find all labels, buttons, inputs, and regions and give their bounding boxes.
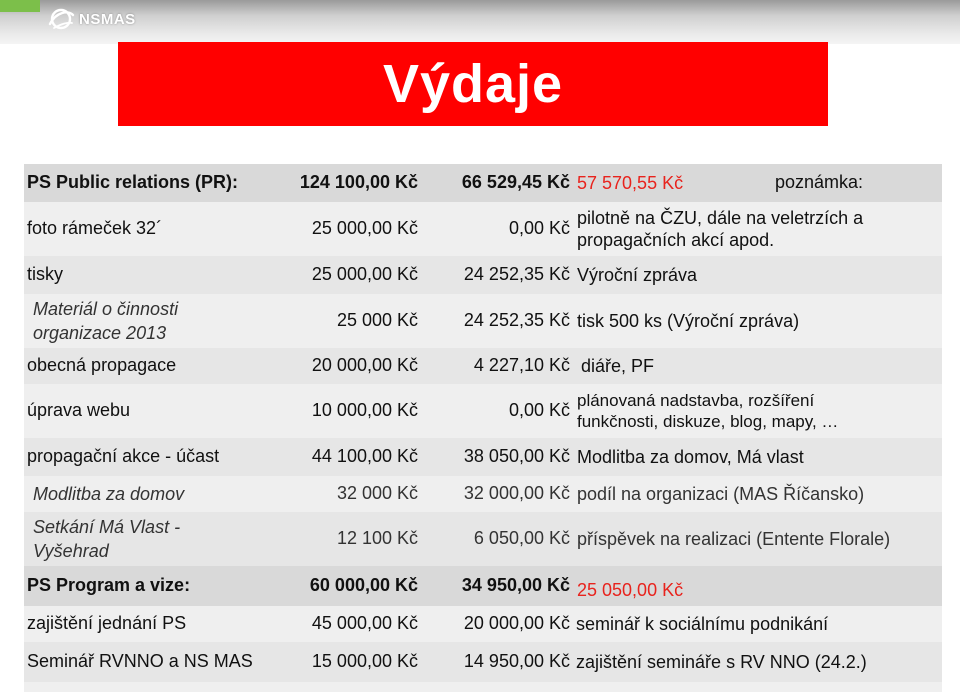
row-note: seminář k sociálnímu podnikání [576,613,829,634]
row-spent: 38 050,00 Kč [463,446,570,467]
row-budget: 25 000,00 Kč [311,218,418,239]
table-row [24,202,942,256]
row-budget: 60 000,00 Kč [309,575,418,596]
table-row-section-pr [24,164,942,202]
title-banner [118,42,828,126]
table-row [24,476,942,512]
row-label: propagační akce - účast [27,446,220,467]
row-budget: 12 100 Kč [336,528,418,549]
row-spent: 4 227,10 Kč [473,355,570,376]
row-label: Modlitba za domov [33,483,185,504]
row-spent: 14 950,00 Kč [463,651,570,672]
row-budget: 124 100,00 Kč [299,172,418,193]
row-spent: 32 000,00 Kč [463,483,570,504]
row-remaining: 25 050,00 Kč [577,579,684,600]
table-row [24,606,942,642]
row-budget: 32 000 Kč [336,483,418,504]
row-budget: 44 100,00 Kč [311,446,418,467]
top-header-bar [0,0,960,44]
table-row [24,438,942,476]
table-row [24,256,942,294]
table-row [24,348,942,384]
row-label: tisky [27,264,63,285]
table-row [24,642,942,682]
slide-title: Výdaje [382,54,564,114]
brand-logo [46,4,136,34]
row-label: foto rámeček 32´ [27,218,163,239]
row-budget: 25 000 Kč [336,310,418,331]
row-budget: 15 000,00 Kč [311,651,418,672]
note-column-header: poznámka: [775,172,864,193]
row-label: obecná propagace [27,355,177,376]
row-note: Výroční zpráva [577,264,698,285]
row-budget: 45 000,00 Kč [311,613,418,634]
header-accent-stripe [0,0,40,12]
row-note: zajištění semináře s RV NNO (24.2.) [576,651,867,672]
row-note: tisk 500 ks (Výroční zpráva) [577,310,800,331]
row-spent: 24 252,35 Kč [463,310,570,331]
table-row-section-program [24,566,942,606]
globe-swoosh-icon [46,4,76,34]
row-note: příspěvek na realizaci (Entente Florale) [577,528,891,549]
row-note: pilotně na ČZU, dále na veletrzích a propagačních akcí apod. [577,207,864,250]
row-budget: 25 000,00 Kč [311,264,418,285]
row-budget: 10 000,00 Kč [311,400,418,421]
row-label: PS Program a vize: [27,575,191,596]
row-spent: 24 252,35 Kč [463,264,570,285]
row-note: Modlitba za domov, Má vlast [577,446,804,467]
row-label: PS Public relations (PR): [27,172,239,193]
table-row [24,384,942,438]
row-label: úprava webu [27,400,131,421]
row-spent: 20 000,00 Kč [463,613,570,634]
brand-name: NSMAS [79,10,136,28]
row-spent: 34 950,00 Kč [461,575,570,596]
row-spent: 0,00 Kč [508,218,570,239]
row-note: podíl na organizaci (MAS Říčansko) [577,483,865,504]
table-row [24,512,942,566]
row-note: diáře, PF [581,355,655,376]
row-label: Materiál o činnosti organizace 2013 [33,298,179,343]
row-label: zajištění jednání PS [27,613,187,634]
table-row [24,294,942,348]
row-label: Seminář RVNNO a NS MAS [27,651,253,672]
row-spent: 66 529,45 Kč [461,172,570,193]
row-spent: 0,00 Kč [508,400,570,421]
row-label: Setkání Má Vlast - Vyšehrad [33,516,181,561]
row-spent: 6 050,00 Kč [473,528,570,549]
row-remaining: 57 570,55 Kč [577,172,684,193]
row-budget: 20 000,00 Kč [311,355,418,376]
row-note: plánovaná nadstavba, rozšíření funkčnosti, diskuze, blog, mapy, … [577,390,839,431]
